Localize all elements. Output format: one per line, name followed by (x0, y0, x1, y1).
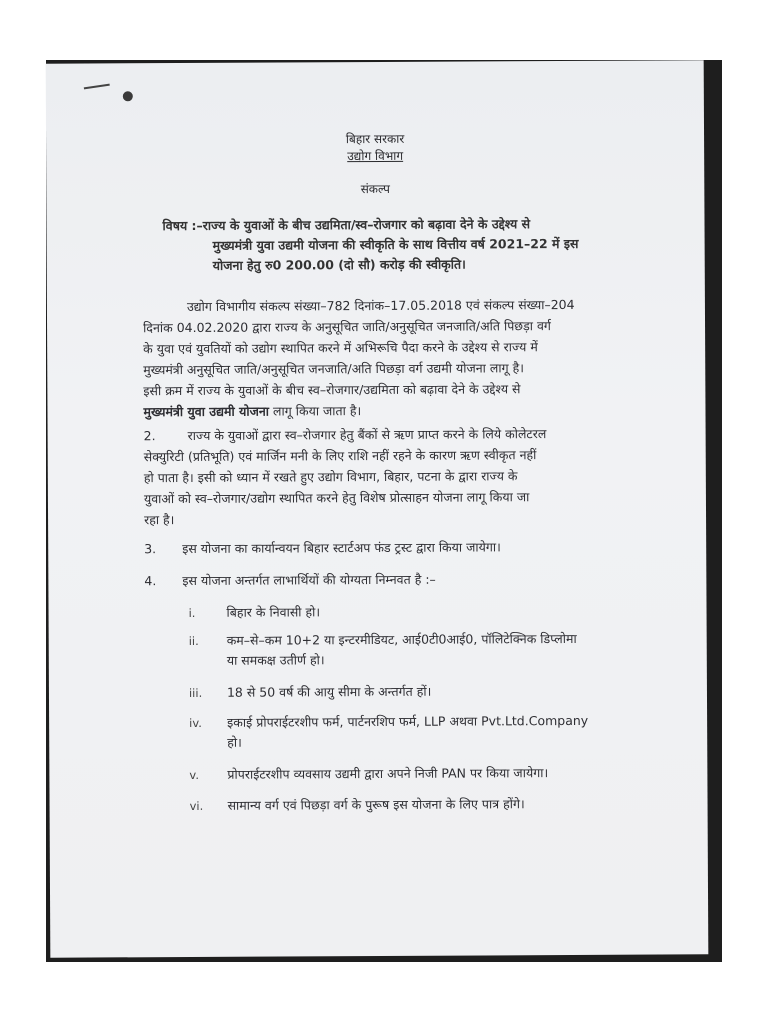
clause-3-number: 3. (144, 541, 157, 557)
eligibility-text: प्रोपराईटरशीप व्यवसाय उद्यमी द्वारा अपने निजी PAN पर किया जायेगा। (227, 765, 549, 782)
eligibility-item (189, 793, 690, 813)
eligibility-text: 18 से 50 वर्ष की आयु सीमा के अन्तर्गत हों। (226, 683, 432, 700)
government-title: बिहार सरकार (345, 131, 405, 147)
clause-3 (144, 536, 674, 557)
subject-line-2: मुख्यमंत्री युवा उद्यमी योजना की स्वीकृति के साथ वित्तीय वर्ष 2021–22 में इस (212, 235, 579, 253)
para2-line-3: हो पाता है। इसी को ध्यान में रखते हुए उद्योग विभाग, बिहार, पटना के द्वारा राज्य के (143, 468, 518, 486)
resolution-heading: संकल्प (360, 181, 391, 197)
document-page (46, 60, 709, 957)
para1-line-3: के युवा एवं युवतियों को उद्योग स्थापित करने में अभिरूचि पैदा करने के उद्देश्य से राज्य में (143, 339, 538, 357)
para2-line-4: युवाओं को स्व–रोजगार/उद्योग स्थापित करने हेतु विशेष प्रोत्साहन योजना लागू किया जा (143, 489, 530, 507)
para2-line-5: रहा है। (144, 512, 175, 528)
eligibility-text: कम–से–कम 10+2 या इन्टरमीडियट, आई0टी0आई0, पॉलिटेक्निक डिप्लोमा (226, 630, 577, 648)
scheme-name-bold: मुख्यमंत्री युवा उद्यमी योजना (143, 403, 270, 420)
paragraph-1 (143, 293, 668, 422)
para2-line-1: राज्य के युवाओं द्वारा स्व–रोजगार हेतु बैंकों से ऋण प्राप्त करने के लिये कोलेटरल (187, 426, 547, 443)
subject-line-3: योजना हेतु रु0 200.00 (दो सौ) करोड़ की स्वीकृति। (212, 256, 466, 273)
clause-4-number: 4. (144, 573, 157, 589)
eligibility-number: i. (188, 605, 196, 620)
eligibility-text-continued: या समकक्ष उतीर्ण हो। (226, 652, 325, 668)
subject-text-1: राज्य के युवाओं के बीच उद्यमिता/स्व–रोजगार को बढ़ावा देने के उद्देश्य से (202, 216, 531, 233)
eligibility-number: ii. (188, 633, 199, 648)
eligibility-number: vi. (189, 798, 204, 813)
para1-line-1: उद्योग विभागीय संकल्प संख्या–782 दिनांक–17.05.2018 एवं संकल्प संख्या–204 (186, 296, 575, 314)
clause-4 (144, 568, 674, 589)
clause-4-text: इस योजना अन्तर्गत लाभार्थियों की योग्यता निम्नवत है :– (182, 571, 436, 589)
para1-line-4: मुख्यमंत्री अनुसूचित जाति/अनुसूचित जनजाति/अति पिछड़ा वर्ग उद्यमी योजना लागू है। (143, 360, 525, 378)
pen-mark (84, 84, 110, 90)
para1-line-6: लागू किया जाता है। (268, 403, 362, 419)
para2-line-2: सेक्युरिटी (प्रतिभूति) एवं मार्जिन मनी के लिए राशि नहीं रहने के कारण ऋण स्वीकृत नहीं (143, 447, 537, 465)
department-title: उद्योग विभाग (347, 148, 404, 164)
eligibility-item (189, 710, 689, 750)
eligibility-number: iv. (189, 715, 202, 730)
clause-3-text: इस योजना का कार्यान्वयन बिहार स्टार्टअप फंड ट्रस्ट द्वारा किया जायेगा। (182, 539, 501, 557)
eligibility-item (188, 628, 689, 668)
eligibility-number: v. (189, 767, 200, 782)
subject-line-1 (162, 214, 662, 237)
eligibility-text-continued: हो। (227, 734, 242, 750)
subject-block (162, 214, 662, 277)
para1-line-2: दिनांक 04.02.2020 द्वारा राज्य के अनुसूचित जाति/अनुसूचित जनजाति/अति पिछड़ा वर्ग (143, 318, 551, 336)
eligibility-number: iii. (188, 685, 203, 700)
eligibility-text: सामान्य वर्ग एवं पिछड़ा वर्ग के पुरूष इस योजना के लिए पात्र होंगे। (227, 796, 525, 813)
para1-line-5: इसी क्रम में राज्य के युवाओं के बीच स्व–रोजगार/उद्यमिता को बढ़ावा देने के उद्देश्य से (143, 381, 521, 399)
eligibility-text: इकाई प्रोपराईटरशीप फर्म, पार्टनरशिप फर्म, LLP अथवा Pvt.Ltd.Company (227, 712, 589, 730)
eligibility-item (188, 600, 688, 620)
punch-hole-mark (123, 91, 133, 101)
eligibility-text: बिहार के निवासी हो। (226, 604, 321, 620)
para2-number: 2. (143, 428, 156, 444)
paragraph-2 (144, 422, 669, 530)
eligibility-item (189, 762, 689, 782)
subject-lead: विषय :– (162, 217, 203, 234)
eligibility-item (188, 680, 689, 700)
